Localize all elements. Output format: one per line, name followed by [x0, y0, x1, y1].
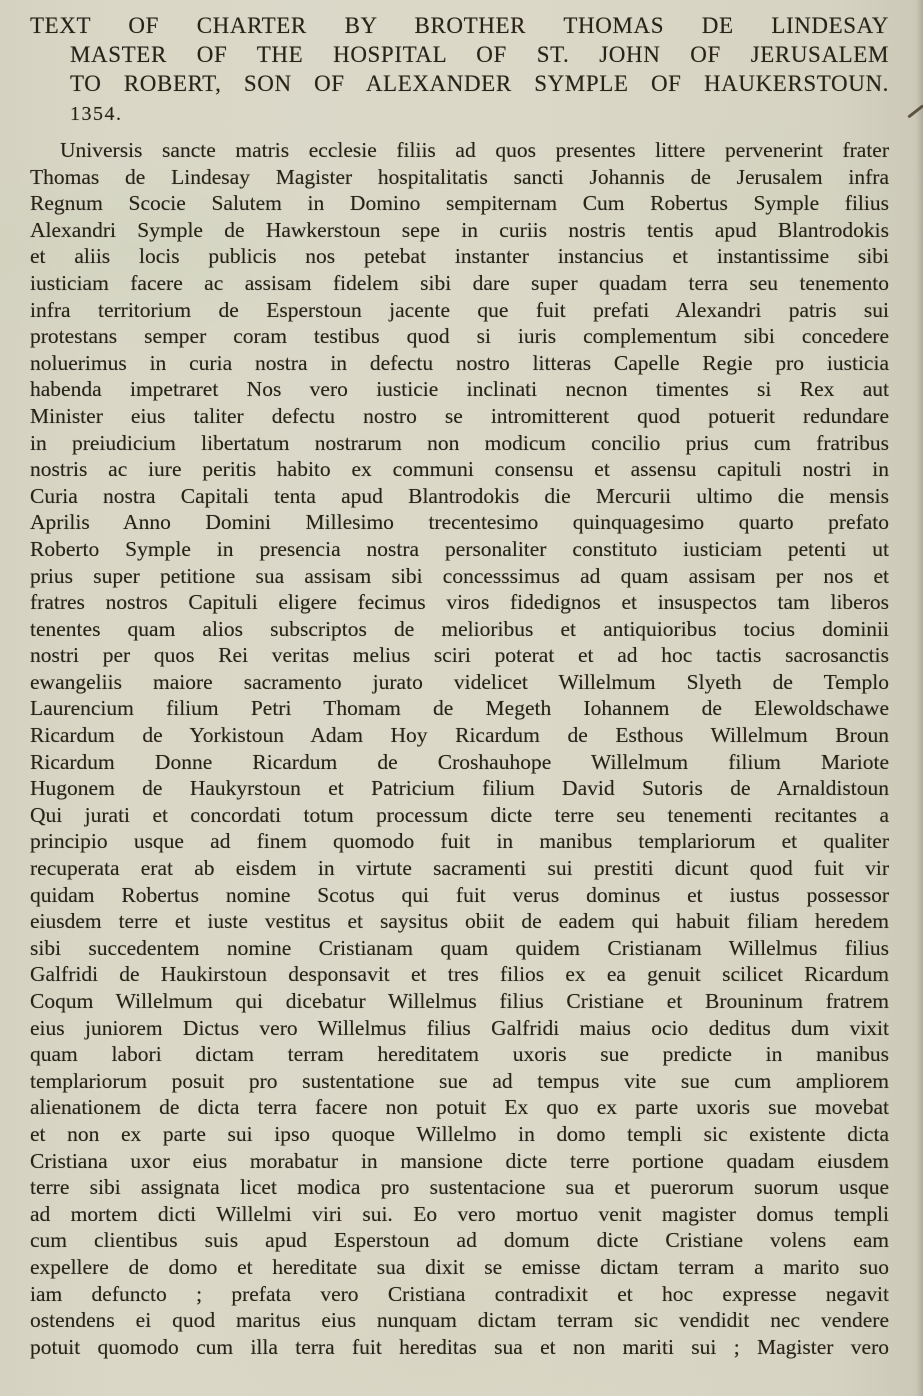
- title-line: TO ROBERT, SON OF ALEXANDER SYMPLE OF HAUKERSTOUN.: [70, 71, 889, 96]
- text-line: habenda impetraret Nos vero iusticie inclinati necnon timentes si Rex aut: [30, 377, 889, 402]
- text-line: Laurencium filium Petri Thomam de Megeth Iohannem de Elewoldschawe: [30, 696, 889, 721]
- text-line: nostris ac iure peritis habito ex communi consensu et assensu capituli nostri in: [30, 457, 889, 482]
- text-line: sibi succedentem nomine Cristianam quam quidem Cristianam Willelmus filius: [30, 935, 889, 960]
- text-line: Thomas de Lindesay Magister hospitalitatis sancti Johannis de Jerusalem infra: [30, 164, 889, 189]
- text-line: quidam Robertus nomine Scotus qui fuit verus dominus et iustus possessor: [30, 882, 889, 907]
- text-line: nostri per quos Rei veritas melius sciri poterat et ad hoc tactis sacrosanctis: [30, 643, 889, 668]
- text-line: iam defuncto ; prefata vero Cristiana contradixit et hoc expresse negavit: [30, 1281, 889, 1306]
- charter-date: 1354.: [70, 103, 123, 125]
- text-line: quam labori dictam terram hereditatem uxoris sue predicte in manibus: [30, 1042, 889, 1067]
- text-line: Minister eius taliter defectu nostro se intromitterent quod potuerit redundare: [30, 403, 889, 428]
- text-line: Hugonem de Haukyrstoun et Patricium filium David Sutoris de Arnaldistoun: [30, 776, 889, 801]
- text-line: Qui jurati et concordati totum processum dicte terre seu tenementi recitantes a: [30, 802, 889, 827]
- text-line: recuperata erat ab eisdem in virtute sacramenti sui prestiti dicunt quod fuit vir: [30, 856, 889, 881]
- text-line: alienationem de dicta terra facere non potuit Ex quo ex parte uxoris sue movebat: [30, 1095, 889, 1120]
- text-line: Roberto Symple in presencia nostra personaliter constituto iusticiam petenti ut: [30, 536, 889, 561]
- text-line: cum clientibus suis apud Esperstoun ad domum dicte Cristiane volens eam: [30, 1228, 889, 1253]
- text-line: Galfridi de Haukirstoun desponsavit et tres filios ex ea genuit scilicet Ricardum: [30, 962, 889, 987]
- text-line: noluerimus in curia nostra in defectu nostro litteras Capelle Regie pro iusticia: [30, 350, 889, 375]
- title-line: TEXT OF CHARTER BY BROTHER THOMAS DE LINDESAY: [30, 13, 889, 38]
- text-line: terre sibi assignata licet modica pro sustentacione sua et puerorum suorum usque: [30, 1175, 889, 1200]
- text-line: eiusdem terre et iuste vestitus et saysitus obiit de eadem qui habuit filiam heredem: [30, 909, 889, 934]
- page-edge-shadow: [917, 0, 923, 1396]
- text-line: Ricardum Donne Ricardum de Croshauhope Willelmum filium Mariote: [30, 749, 889, 774]
- text-line: potuit quomodo cum illa terra fuit hereditas sua et non mariti sui ; Magister vero: [30, 1334, 889, 1359]
- text-line: Ricardum de Yorkistoun Adam Hoy Ricardum de Esthous Willelmum Broun: [30, 723, 889, 748]
- text-line: et non ex parte sui ipso quoque Willelmo in domo templi sic existente dicta: [30, 1121, 889, 1146]
- text-line: infra territorium de Esperstoun jacente que fuit prefati Alexandri patris sui: [30, 297, 889, 322]
- text-line: ewangeliis maiore sacramento jurato videlicet Willelmum Slyeth de Templo: [30, 669, 889, 694]
- text-line: in preiudicium libertatum nostrarum non modicum concilio prius cum fratribus: [30, 430, 889, 455]
- text-line: Coqum Willelmum qui dicebatur Willelmus filius Cristiane et Brouninum fratrem: [30, 989, 889, 1013]
- text-line: ostendens ei quod maritus eius nunquam dictam terram sic vendidit nec vendere: [30, 1308, 889, 1333]
- text-line: principio usque ad finem quomodo fuit in manibus templariorum et qualiter: [30, 829, 889, 854]
- text-line: expellere de domo et hereditate sua dixit se emisse dictam terram a marito suo: [30, 1254, 889, 1279]
- text-line: Universis sancte matris ecclesie filiis ad quos presentes littere pervenerint frater: [60, 138, 889, 162]
- text-line: protestans semper coram testibus quod si iuris complementum sibi concedere: [30, 324, 889, 349]
- title-line: MASTER OF THE HOSPITAL OF ST. JOHN OF JERUSALEM: [70, 42, 889, 67]
- text-line: templariorum posuit pro sustentatione sue ad tempus vite sue cum ampliorem: [30, 1068, 889, 1093]
- text-line: eius juniorem Dictus vero Willelmus filius Galfridi maius ocio deditus dum vixit: [30, 1015, 889, 1040]
- text-line: prius super petitione sua assisam sibi concesssimus ad quam assisam per nos et: [30, 563, 889, 588]
- text-line: Alexandri Symple de Hawkerstoun sepe in curiis nostris tentis apud Blantrodokis: [30, 217, 889, 242]
- text-line: fratres nostros Capituli eligere fecimus viros fidedignos et insuspectos tam liberos: [30, 590, 889, 615]
- text-line: Regnum Scocie Salutem in Domino sempiternam Cum Robertus Symple filius: [30, 191, 889, 216]
- text-line: Aprilis Anno Domini Millesimo trecentesimo quinquagesimo quarto prefato: [30, 510, 889, 535]
- text-line: iusticiam facere ac assisam fidelem sibi dare super quadam terra seu tenemento: [30, 270, 889, 295]
- text-line: tenentes quam alios subscriptos de melioribus et antiquioribus tocius dominii: [30, 616, 889, 641]
- text-line: Curia nostra Capitali tenta apud Blantrodokis die Mercurii ultimo die mensis: [30, 483, 889, 508]
- text-line: ad mortem dicti Willelmi viri sui. Eo vero mortuo venit magister domus templi: [30, 1201, 889, 1226]
- charter-title-block: [30, 11, 889, 126]
- charter-body-text: [30, 137, 889, 1360]
- text-line: et aliis locis publicis nos petebat instanter instancius et instantissime sibi: [30, 244, 889, 269]
- text-line: Cristiana uxor eius morabatur in mansione dicte terre portione quadam eiusdem: [30, 1148, 889, 1173]
